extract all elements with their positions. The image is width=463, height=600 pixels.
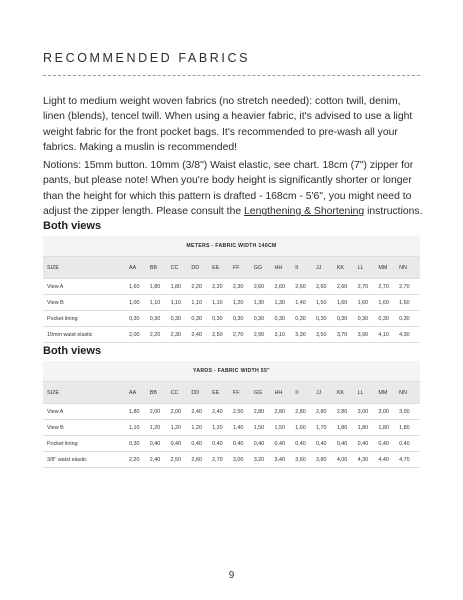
size-header-cell: BB (150, 382, 171, 404)
table-cell: 1,80 (150, 279, 171, 295)
table-cell: 0,30 (295, 311, 316, 327)
table-cell: 2,50 (212, 327, 233, 343)
table-cell: 2,80 (295, 404, 316, 420)
table-cell: 1,50 (316, 295, 337, 311)
size-header: SIZE (43, 382, 129, 404)
table-cell: 1,80 (399, 420, 420, 436)
table-cell: 0,30 (233, 311, 254, 327)
table-cell: 2,40 (191, 404, 212, 420)
table-cell: 3,90 (358, 327, 379, 343)
table-cell: 2,20 (191, 279, 212, 295)
size-header-cell: EE (212, 382, 233, 404)
size-header-cell: EE (212, 257, 233, 279)
table-cell: 3,00 (233, 452, 254, 468)
table-cell: 0,40 (171, 436, 192, 452)
table-cell: 2,80 (316, 404, 337, 420)
table-cell: 2,60 (316, 279, 337, 295)
row-label: 3/8" waist elastic (43, 452, 129, 468)
table-cell: 0,40 (378, 436, 399, 452)
table-cell: 1,80 (378, 420, 399, 436)
table-cell: 2,80 (337, 404, 358, 420)
table-cell: 2,30 (171, 327, 192, 343)
table-row (43, 295, 420, 311)
table-cell: 0,40 (337, 436, 358, 452)
table-cell: 2,00 (150, 404, 171, 420)
table-cell: 3,80 (316, 452, 337, 468)
table-cell: 1,80 (337, 420, 358, 436)
table-row (43, 327, 420, 343)
table-cell: 1,50 (254, 420, 275, 436)
size-header-cell: CC (171, 382, 192, 404)
size-header-cell: AA (129, 382, 150, 404)
table-cell: 1,50 (274, 420, 295, 436)
table-cell: 0,40 (150, 436, 171, 452)
table-header-row (43, 382, 420, 404)
table-cell: 2,40 (212, 404, 233, 420)
table-cell: 2,70 (399, 279, 420, 295)
row-label: View A (43, 404, 129, 420)
size-header-cell: LL (358, 382, 379, 404)
table-cell: 0,40 (191, 436, 212, 452)
table-cell: 3,10 (274, 327, 295, 343)
table-cell: 1,10 (171, 295, 192, 311)
table-cell: 0,30 (129, 436, 150, 452)
table-cell: 3,00 (399, 404, 420, 420)
table-cell: 2,30 (233, 279, 254, 295)
notions-paragraph (43, 158, 423, 220)
table-cell: 4,70 (399, 452, 420, 468)
table-cell: 2,40 (150, 452, 171, 468)
table-cell: 2,50 (171, 452, 192, 468)
table-cell: 4,00 (337, 452, 358, 468)
page-number: 9 (228, 570, 235, 581)
size-header-cell: FF (233, 382, 254, 404)
table-cell: 0,40 (358, 436, 379, 452)
size-header-cell: CC (171, 257, 192, 279)
table-cell: 1,10 (129, 420, 150, 436)
table-cell: 3,60 (295, 452, 316, 468)
table-cell: 3,00 (358, 404, 379, 420)
table-cell: 1,20 (212, 420, 233, 436)
size-header-cell: JJ (316, 257, 337, 279)
table-cell: 0,40 (399, 436, 420, 452)
table-cell: 0,30 (254, 311, 275, 327)
size-header-cell: AA (129, 257, 150, 279)
size-header-cell: NN (399, 257, 420, 279)
table-cell: 1,60 (358, 295, 379, 311)
table-cell: 3,20 (254, 452, 275, 468)
size-header-cell: II (295, 257, 316, 279)
size-header-cell: NN (399, 382, 420, 404)
table-cell: 0,40 (212, 436, 233, 452)
size-header-cell: MM (378, 257, 399, 279)
size-header: SIZE (43, 257, 129, 279)
table-cell: 2,60 (254, 279, 275, 295)
row-label: View A (43, 279, 129, 295)
size-header-cell: HH (274, 382, 295, 404)
table-cell: 0,30 (129, 311, 150, 327)
table-row (43, 436, 420, 452)
yards-fabric-table (43, 361, 420, 468)
table-cell: 3,70 (337, 327, 358, 343)
table-cell: 2,60 (191, 452, 212, 468)
table-cell: 0,40 (233, 436, 254, 452)
table-cell: 0,30 (316, 311, 337, 327)
table-row (43, 404, 420, 420)
notions-text: Notions: 15mm button. 10mm (3/8") Waist elastic, see chart. 18cm (7") zipper for pants, but please note! When you're body height is significantly shorter or longer than the height for which this pattern is drafted - 168cm - 5'6", you might need to adjust the zipper length. Please consult the (43, 160, 414, 218)
table-row (43, 311, 420, 327)
table-cell: 1,20 (171, 420, 192, 436)
table-cell: 2,80 (274, 404, 295, 420)
table-cell: 1,40 (233, 420, 254, 436)
table-cell: 2,80 (254, 404, 275, 420)
table-caption: YARDS - FABRIC WIDTH 55" (43, 361, 420, 382)
notions-text-end: instructions. (364, 206, 423, 218)
size-header-cell: BB (150, 257, 171, 279)
table-cell: 2,60 (274, 279, 295, 295)
table-cell: 2,20 (129, 452, 150, 468)
table-cell: 1,00 (129, 295, 150, 311)
yards-section-title: Both views (43, 345, 102, 357)
table-cell: 0,30 (191, 311, 212, 327)
table-cell: 1,10 (150, 295, 171, 311)
table-cell: 1,40 (295, 295, 316, 311)
size-header-cell: GG (254, 382, 275, 404)
table-cell: 1,20 (191, 420, 212, 436)
table-cell: 1,60 (337, 295, 358, 311)
table-cell: 0,30 (399, 311, 420, 327)
row-label: 10mm waist elastic (43, 327, 129, 343)
table-cell: 2,70 (233, 327, 254, 343)
size-header-cell: HH (274, 257, 295, 279)
meters-section-title: Both views (43, 220, 102, 232)
table-caption: METERS - FABRIC WIDTH 140CM (43, 236, 420, 257)
table-cell: 3,50 (316, 327, 337, 343)
table-cell: 3,30 (295, 327, 316, 343)
size-header-cell: GG (254, 257, 275, 279)
size-header-cell: DD (191, 257, 212, 279)
table-cell: 0,40 (274, 436, 295, 452)
table-cell: 1,20 (150, 420, 171, 436)
table-header-row (43, 257, 420, 279)
table-cell: 4,30 (358, 452, 379, 468)
row-label: View B (43, 420, 129, 436)
size-header-cell: KK (337, 257, 358, 279)
row-label: Pocket lining (43, 311, 129, 327)
table-cell: 2,70 (378, 279, 399, 295)
dashed-divider (43, 75, 420, 76)
size-header-cell: FF (233, 257, 254, 279)
table-cell: 1,80 (129, 404, 150, 420)
table-cell: 2,70 (212, 452, 233, 468)
table-cell: 1,80 (171, 279, 192, 295)
size-header-cell: DD (191, 382, 212, 404)
table-cell: 1,60 (295, 420, 316, 436)
table-cell: 0,30 (212, 311, 233, 327)
table-cell: 0,40 (254, 436, 275, 452)
table-cell: 1,60 (378, 295, 399, 311)
size-header-cell: JJ (316, 382, 337, 404)
table-cell: 1,30 (274, 295, 295, 311)
table-cell: 2,00 (129, 327, 150, 343)
table-cell: 1,60 (399, 295, 420, 311)
table-cell: 0,30 (378, 311, 399, 327)
table-row (43, 420, 420, 436)
table-cell: 0,40 (295, 436, 316, 452)
table-cell: 1,20 (233, 295, 254, 311)
table-cell: 0,30 (171, 311, 192, 327)
meters-fabric-table (43, 236, 420, 343)
page-heading: RECOMMENDED FABRICS (43, 51, 251, 65)
table-cell: 1,30 (254, 295, 275, 311)
table-cell: 2,20 (150, 327, 171, 343)
row-label: Pocket lining (43, 436, 129, 452)
table-cell: 2,00 (171, 404, 192, 420)
table-cell: 2,20 (212, 279, 233, 295)
table-cell: 4,30 (399, 327, 420, 343)
table-cell: 1,70 (316, 420, 337, 436)
table-cell: 4,10 (378, 327, 399, 343)
table-cell: 0,40 (316, 436, 337, 452)
table-cell: 2,40 (191, 327, 212, 343)
table-cell: 0,30 (358, 311, 379, 327)
row-label: View B (43, 295, 129, 311)
table-cell: 2,50 (233, 404, 254, 420)
fabric-description: Light to medium weight woven fabrics (no stretch needed): cotton twill, denim, linen (blends), tencel twill. When using a heavier fabric, it's advised to use a light weight fabric for the front pocket bags. It's recommended to pre-wash all your fabrics. Making a muslin is recommended! (43, 96, 413, 154)
table-cell: 1,10 (212, 295, 233, 311)
lengthening-shortening-link[interactable]: Lengthening & Shortening (244, 206, 365, 218)
size-header-cell: LL (358, 257, 379, 279)
size-header-cell: KK (337, 382, 358, 404)
table-cell: 1,80 (358, 420, 379, 436)
table-cell: 0,30 (150, 311, 171, 327)
size-header-cell: II (295, 382, 316, 404)
table-cell: 0,30 (274, 311, 295, 327)
table-cell: 2,90 (254, 327, 275, 343)
table-cell: 2,60 (337, 279, 358, 295)
table-row (43, 279, 420, 295)
table-cell: 1,60 (129, 279, 150, 295)
table-cell: 3,00 (378, 404, 399, 420)
size-header-cell: MM (378, 382, 399, 404)
table-row (43, 452, 420, 468)
table-cell: 3,40 (274, 452, 295, 468)
table-cell: 1,10 (191, 295, 212, 311)
table-cell: 0,30 (337, 311, 358, 327)
table-cell: 4,40 (378, 452, 399, 468)
table-cell: 2,70 (358, 279, 379, 295)
table-cell: 2,60 (295, 279, 316, 295)
